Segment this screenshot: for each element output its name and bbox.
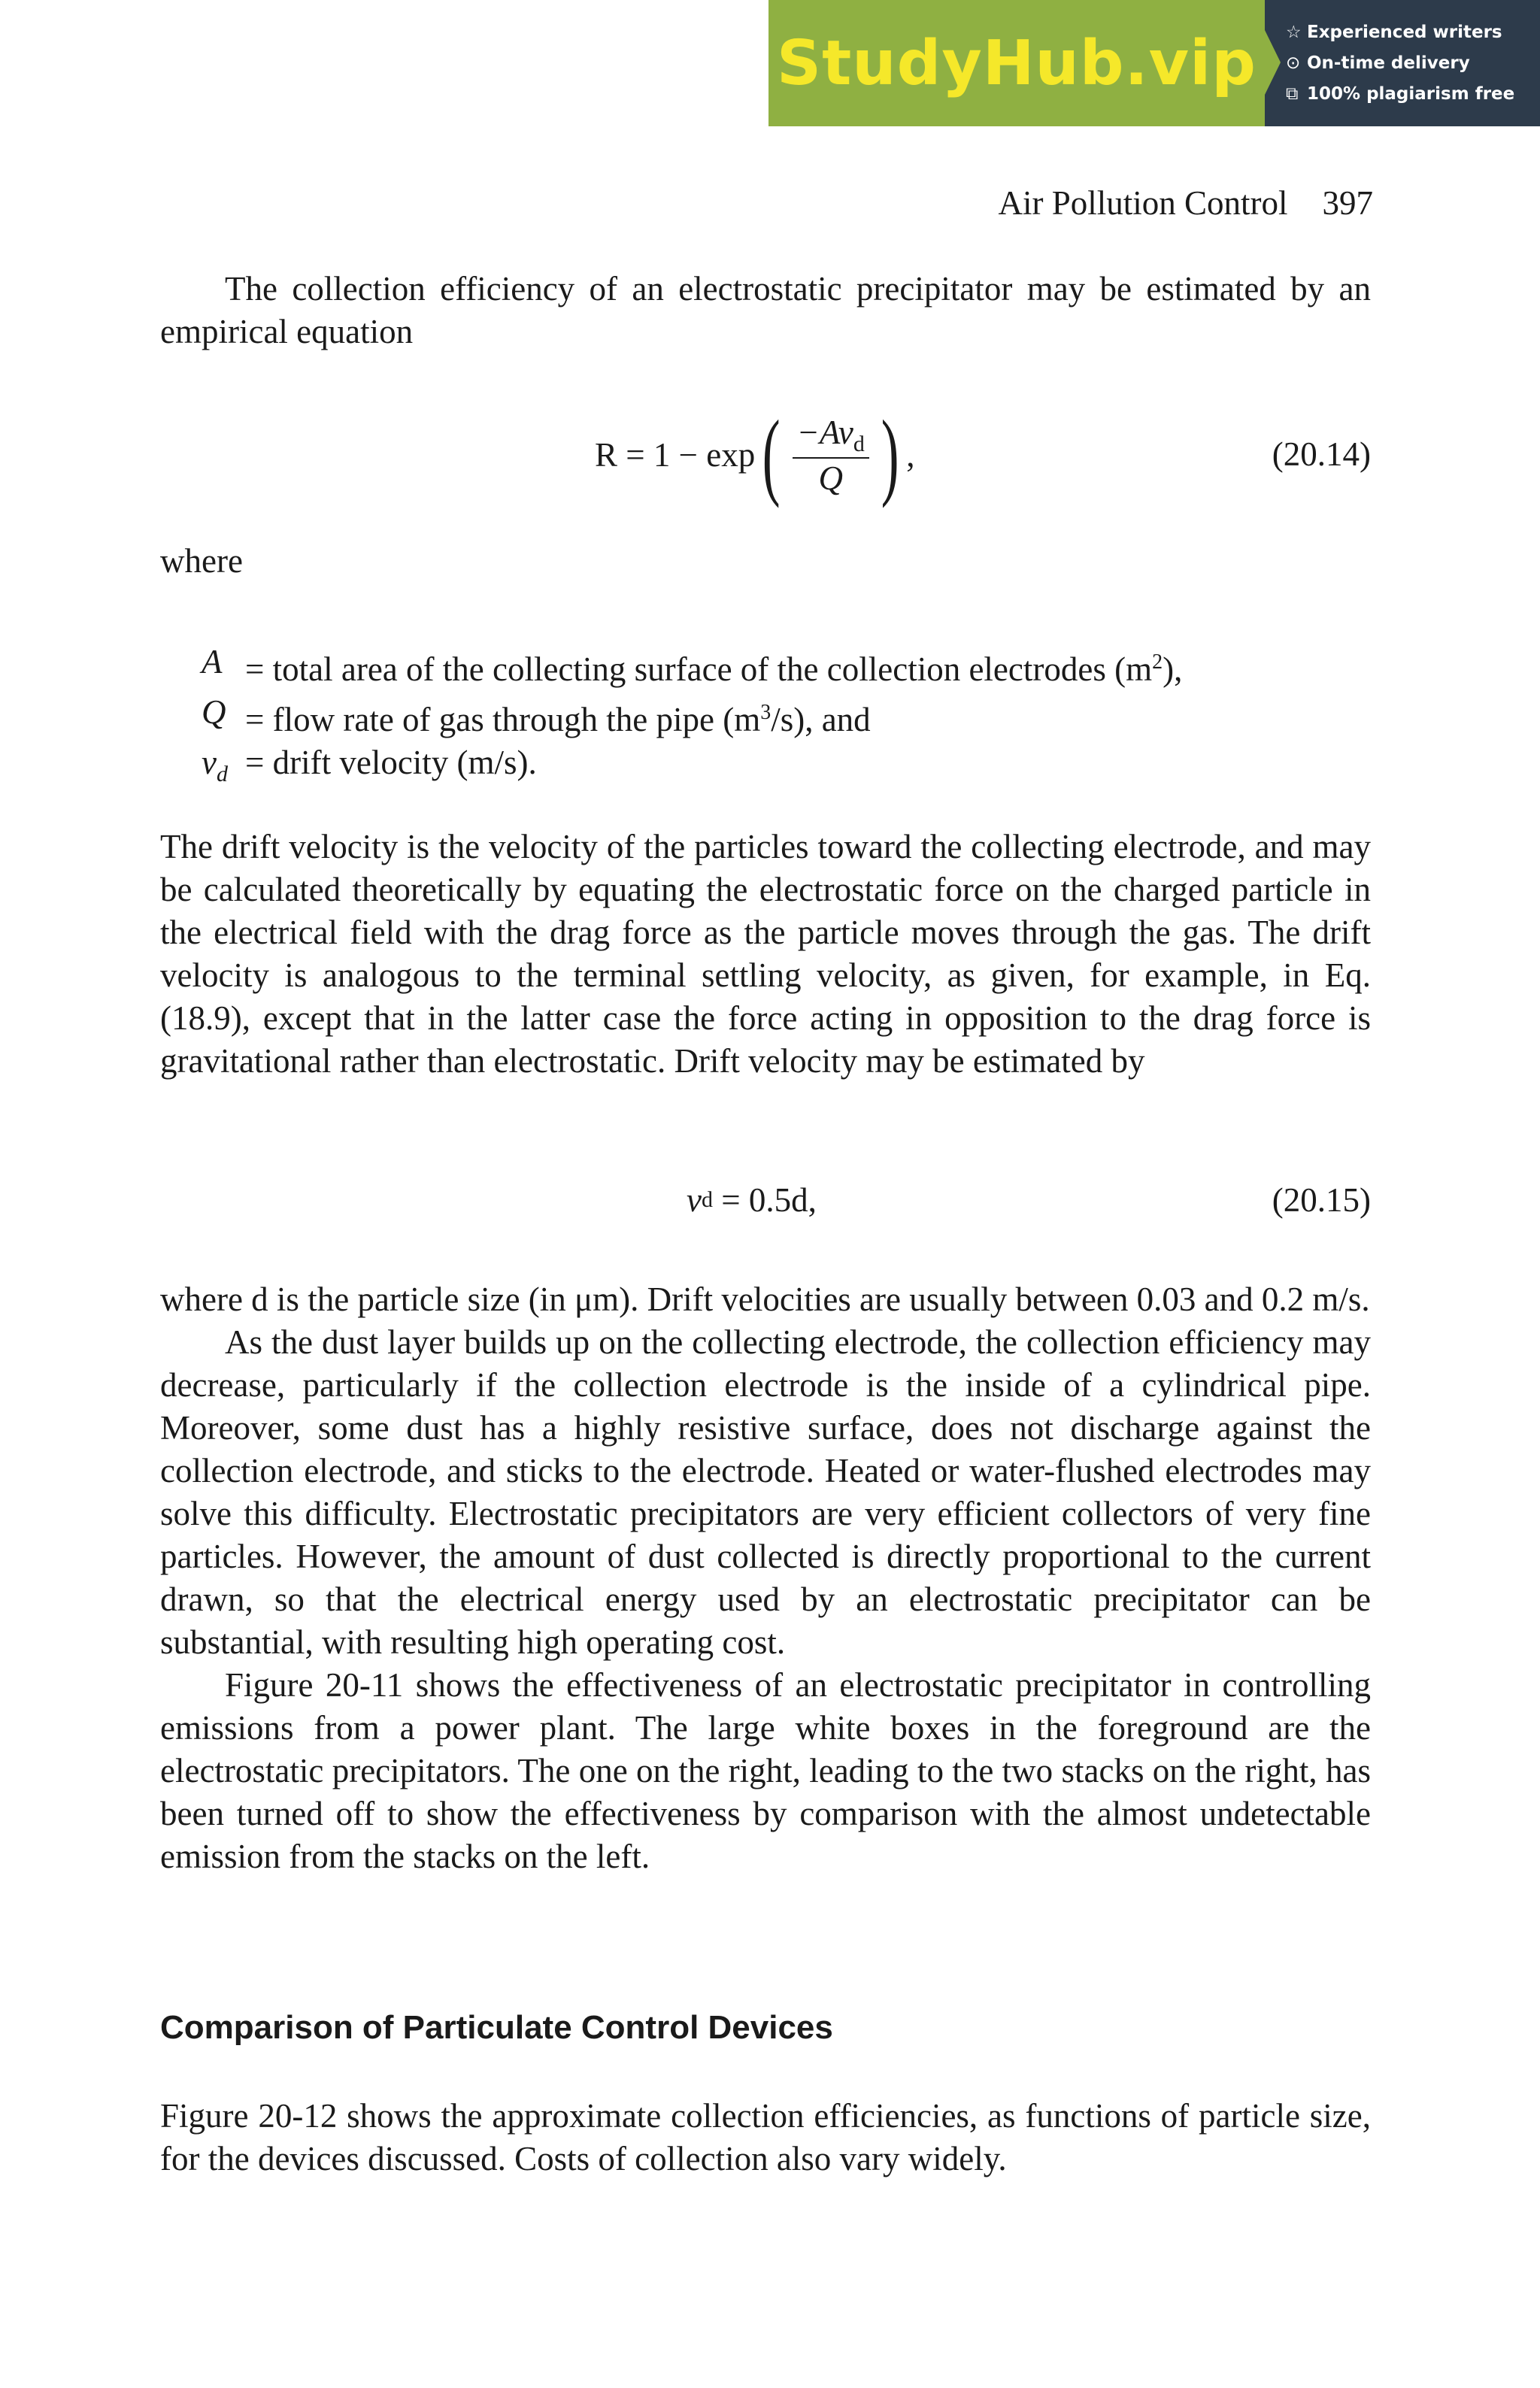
studyhub-banner[interactable] — [768, 0, 1540, 126]
body-block — [160, 1278, 1371, 1878]
right-paren: ) — [881, 401, 899, 509]
definition-symbol: Q — [202, 693, 226, 731]
feature-label: Experienced writers — [1307, 22, 1502, 42]
drift-paragraph: The drift velocity is the velocity of the particles toward the collecting electrode, and may be calculated theoretically by equating the electrostatic force on the charged particle in the electrical field with the drag force as the particle moves through the gas. The drift velocity is analogous to the terminal settling velocity, as given, for example, in Eq. (18.9), except that in the latter case the force acting in opposition to the drag force is gravitational rather than electrostatic. Drift velocity may be estimated by — [160, 828, 1371, 1080]
feature-on-time-delivery — [1286, 47, 1540, 78]
feature-experienced-writers — [1286, 17, 1540, 47]
banner-feature-list — [1265, 0, 1540, 126]
definition-superscript: 2 — [1152, 650, 1163, 674]
equation-tail: , — [906, 436, 915, 474]
definition-row — [202, 691, 1182, 741]
equation-lhs: R = 1 − exp — [595, 436, 756, 474]
equation-20-14 — [160, 399, 1371, 511]
star-icon: ☆ — [1286, 22, 1302, 42]
final-paragraph: Figure 20-12 shows the approximate collection efficiencies, as functions of particle size, for the devices discussed. Costs of collection also vary widely. — [160, 2097, 1371, 2177]
definition-symbol: v — [202, 744, 217, 781]
equation-20-15 — [160, 1180, 1371, 1226]
definitions-list — [202, 641, 1182, 795]
equation-number: (20.14) — [1272, 435, 1371, 473]
definition-row — [202, 641, 1182, 691]
where-d-paragraph: where d is the particle size (in μm). Drift velocities are usually between 0.03 and 0.2 m/s. — [160, 1280, 1370, 1318]
numerator-subscript: d — [853, 431, 865, 456]
running-head — [998, 183, 1373, 223]
equation-lhs: v — [687, 1181, 702, 1219]
definition-superscript: 3 — [760, 701, 772, 724]
definition-tail: /s), and — [771, 701, 871, 738]
section-heading: Comparison of Particulate Control Devices — [160, 2009, 833, 2046]
fraction-numerator: −Av — [796, 413, 853, 451]
copy-icon: ⧉ — [1286, 83, 1299, 104]
figure-paragraph: Figure 20-11 shows the effectiveness of an electrostatic precipitator in controlling emissions from a power plant. The large white boxes in the foreground are the electrostatic precipitators. The one on the right, leading to the two stacks on the right, has been turned off to show the effectiveness by comparison with the almost undetectable emission from the stacks on the left. — [160, 1666, 1371, 1875]
equation-lhs-subscript: d — [701, 1187, 713, 1212]
definition-symbol: A — [202, 643, 223, 680]
left-paren: ( — [762, 401, 781, 509]
fraction-denominator: Q — [818, 459, 843, 497]
feature-plagiarism-free — [1286, 78, 1540, 109]
equation-number: (20.15) — [1272, 1181, 1371, 1219]
feature-label: On-time delivery — [1307, 53, 1470, 73]
dust-paragraph: As the dust layer builds up on the collecting electrode, the collection efficiency may decrease, particularly if the collection electrode is the inside of a cylindrical pipe. Moreover, some dust has a highly resistive surface, does not discharge against the collection electrode, and sticks to the electrode. Heated or water-flushed electrodes may solve this difficulty. Electrostatic precipitators are very efficient collectors of very fine particles. However, the amount of dust collected is directly proportional to the current drawn, so that the electrical energy used by an electrostatic precipitator can be substantial, with resulting high operating cost. — [160, 1323, 1371, 1661]
feature-label: 100% plagiarism free — [1307, 83, 1515, 104]
drift-block — [160, 826, 1371, 1083]
definition-subscript: d — [216, 762, 228, 786]
definition-text: = drift velocity (m/s). — [245, 744, 537, 781]
running-head-title: Air Pollution Control — [998, 184, 1288, 222]
intro-block — [160, 268, 1371, 353]
definition-tail: ), — [1163, 650, 1183, 688]
where-block — [160, 540, 1371, 583]
clock-icon: ⊙ — [1286, 53, 1301, 73]
equation-fraction — [793, 413, 869, 498]
intro-paragraph: The collection efficiency of an electrostatic precipitator may be estimated by an empirical equation — [160, 270, 1371, 350]
studyhub-logo[interactable]: StudyHub.vip — [768, 0, 1265, 126]
final-block — [160, 2095, 1371, 2180]
definition-text: = total area of the collecting surface of the collection electrodes (m — [245, 650, 1153, 688]
page-number: 397 — [1322, 184, 1373, 222]
definition-row — [202, 741, 1182, 795]
where-label: where — [160, 542, 243, 580]
equation-rhs: = 0.5d, — [721, 1181, 817, 1219]
definition-text: = flow rate of gas through the pipe (m — [245, 701, 761, 738]
